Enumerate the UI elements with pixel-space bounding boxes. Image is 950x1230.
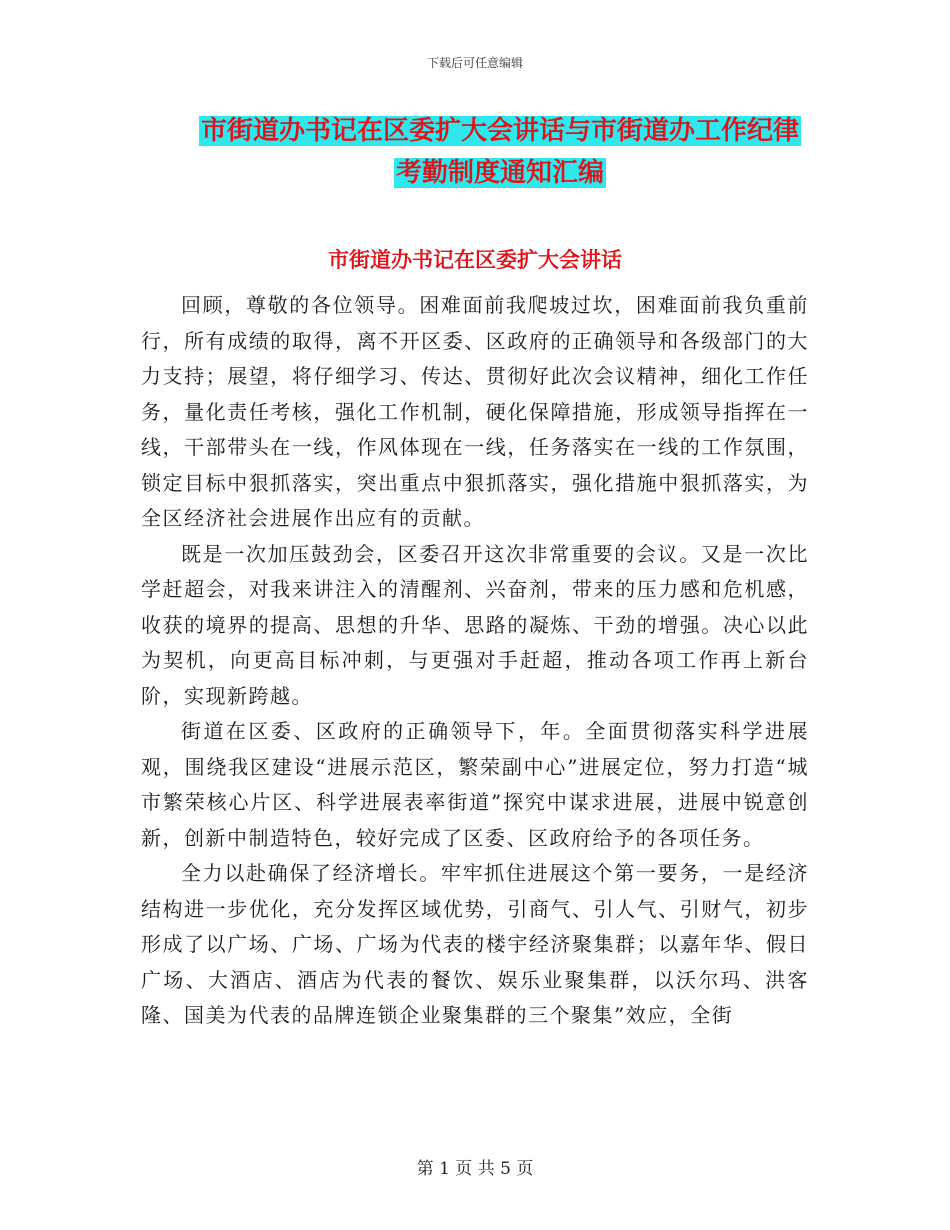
paragraph: 既是一次加压鼓劲会，区委召开这次非常重要的会议。又是一次比学赶超会，对我来讲注入的清醒剂、兴奋剂，带来的压力感和危机感，收获的境界的提高、思想的升华、思路的凝炼、干劲的增强。决心以此为契机，向更高目标冲刺，与更强对手赶超，推动各项工作再上新台阶，实现新跨越。 bbox=[141, 541, 809, 708]
page-number: 第 1 页 共 5 页 bbox=[416, 1159, 534, 1179]
body-text bbox=[141, 288, 809, 1034]
paragraph: 全力以赴确保了经济增长。牢牢抓住进展这个第一要务，一是经济结构进一步优化，充分发挥区域优势，引商气、引人气、引财气，初步形成了以广场、广场、广场为代表的楼宇经济聚集群；以嘉年华、假日广场、大酒店、酒店为代表的餐饮、娱乐业聚集群，以沃尔玛、洪客隆、国美为代表的品牌连锁企业聚集群的三个聚集”效应，全街 bbox=[141, 861, 809, 1027]
header-note: 下载后可任意编辑 bbox=[426, 56, 523, 70]
paragraph: 街道在区委、区政府的正确领导下，年。全面贯彻落实科学进展观，围绕我区建设“进展示范区，繁荣副中心”进展定位，努力打造“城市繁荣核心片区、科学进展表率街道”探究中谋求进展，进展中锐意创新，创新中制造特色，较好完成了区委、区政府给予的各项任务。 bbox=[141, 719, 809, 850]
document-title-line-1: 市街道办书记在区委扩大会讲话与市街道办工作纪律 bbox=[200, 116, 799, 146]
paragraph: 回顾，尊敬的各位领导。困难面前我爬坡过坎，困难面前我负重前行，所有成绩的取得，离不开区委、区政府的正确领导和各级部门的大力支持；展望，将仔细学习、传达、贯彻好此次会议精神，细化工作任务，量化责任考核，强化工作机制，硬化保障措施，形成领导指挥在一线，干部带头在一线，作风体现在一线，任务落实在一线的工作氛围，锁定目标中狠抓落实，突出重点中狠抓落实，强化措施中狠抓落实，为全区经济社会进展作出应有的贡献。 bbox=[141, 293, 809, 530]
document-title-line-2: 考勤制度通知汇编 bbox=[395, 158, 604, 188]
section-title: 市街道办书记在区委扩大会讲话 bbox=[328, 247, 622, 272]
document-title bbox=[130, 110, 870, 194]
